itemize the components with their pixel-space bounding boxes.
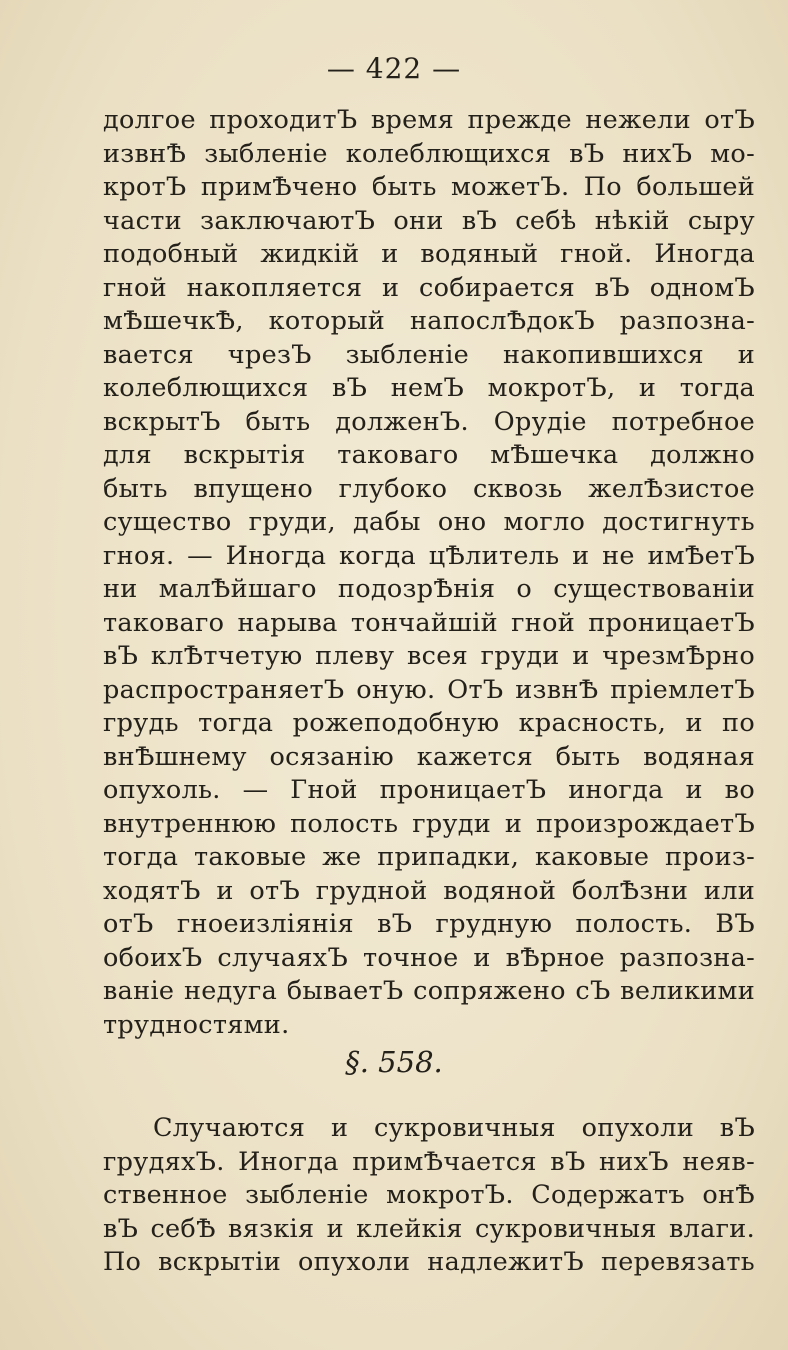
text-line: ваніе недуга бываетЪ сопряжено сЪ великими [103,976,755,1006]
text-line: распространяетЪ оную. ОтЪ извнѢ пріемлетЪ [103,674,755,705]
text-line: внѢшнему осязанію кажется быть водяная [103,741,755,772]
text-line: подобный жидкій и водяный гной. Иногда [103,239,755,269]
text-line: внутреннюю полость груди и произрождаетЪ [103,808,755,839]
text-line: ни малѢйшаго подозрѢнія о существованіи [103,574,755,604]
text-line: долгое проходитЪ время прежде нежели отЪ [103,105,755,135]
text-line: вЪ себѢ вязкія и клейкія сукровичныя влаги. [103,1213,755,1244]
text-line: опухоль. — Гной проницаетЪ иногда и во [103,775,755,805]
text-line: вается чрезЪ зыбленіе накопившихся и [103,339,755,370]
text-line: колеблющихся вЪ немЪ мокротЪ, и тогда [103,373,755,403]
text-line: мѢшечкѢ, который напослѢдокЪ разпозна- [103,306,755,336]
text-line: тогда таковые же припадки, каковые произ- [103,842,755,872]
text-line: существо груди, дабы оно могло достигнуть [103,507,755,537]
text-line: По вскрытіи опухоли надлежитЪ перевязать [103,1247,755,1277]
text-line: отЪ гноеизліянія вЪ грудную полость. ВЪ [103,909,755,939]
text-line: вЪ клѢтчетую плеву всея груди и чрезмѢрно [103,641,755,671]
text-line: для вскрытія таковаго мѢшечка должно [103,440,755,470]
text-line: обоихЪ случаяхЪ точное и вѢрное разпозна- [103,942,755,973]
section-heading: §. 558. [345,1045,443,1079]
paragraph-1 [103,104,755,1042]
text-line: Случаются и сукровичныя опухоли вЪ [153,1113,755,1143]
text-line: извнѢ зыбленіе колеблющихся вЪ нихЪ мо- [103,138,755,169]
text-line: быть впущено глубоко сквозь желѢзистое [103,473,755,504]
text-line: гной накопляется и собирается вЪ одномЪ [103,272,755,303]
text-line: трудностями. [103,1009,290,1040]
text-line: гноя. — Иногда когда цѢлитель и не имѢетЪ [103,540,755,571]
text-line: части заключаютЪ они вЪ себѣ нѣкій сыру [103,205,755,236]
text-line: таковаго нарыва тончайшій гной проницаетЪ [103,607,755,638]
text-line: вскрытЪ быть долженЪ. Орудіе потребное [103,406,755,437]
page-number: — 422 — [326,52,462,85]
text-line: кротЪ примѢчено быть можетЪ. По большей [103,172,755,202]
text-line: ственное зыбленіе мокротЪ. Содержатъ онѢ [103,1180,755,1210]
text-line: грудь тогда рожеподобную красность, и по [103,708,755,738]
paragraph-2 [103,1112,755,1280]
text-line: грудяхЪ. Иногда примѢчается вЪ нихЪ неяв- [103,1146,755,1177]
text-line: ходятЪ и отЪ грудной водяной болѢзни или [103,875,755,906]
